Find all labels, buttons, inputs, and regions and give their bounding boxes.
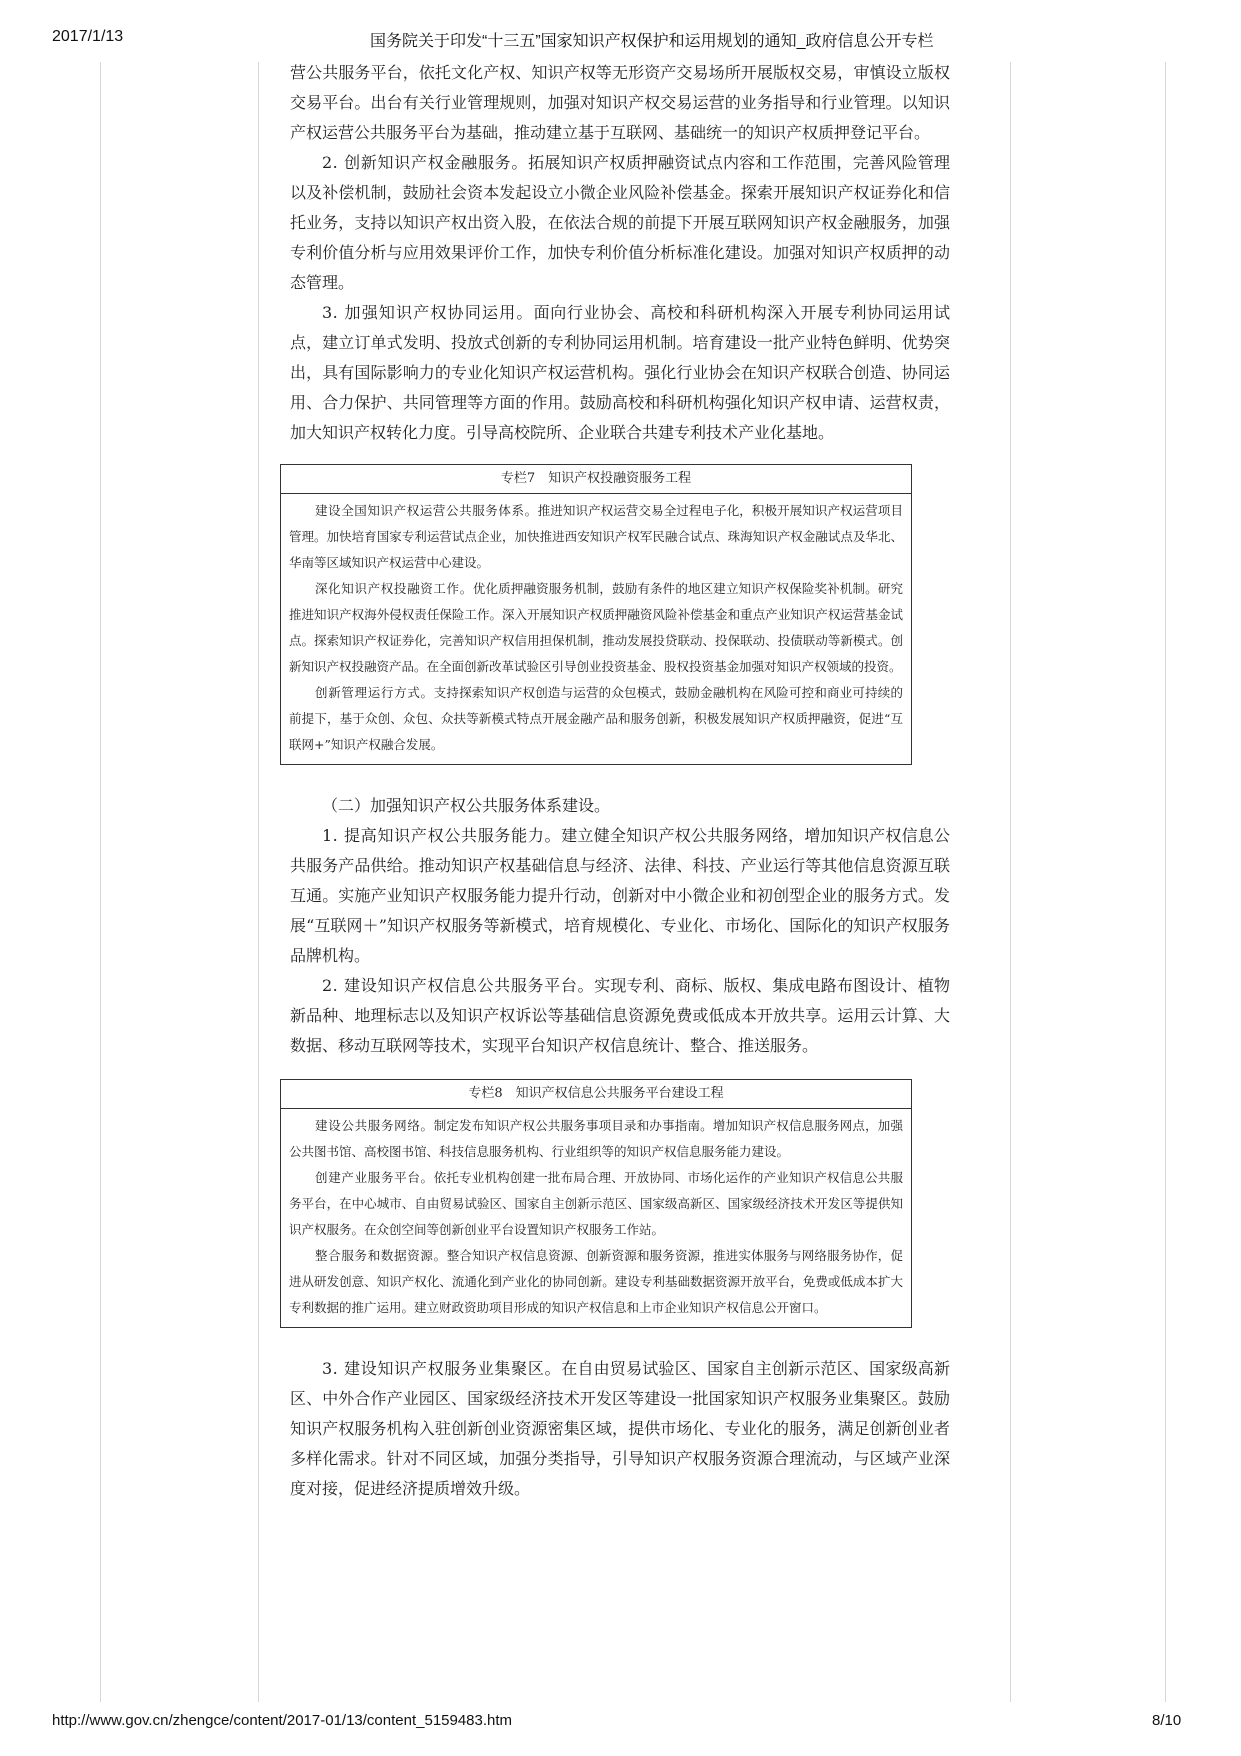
paragraph-text: 实现专利、商标、版权、集成电路布图设计、植物新品种、地理标志以及知识产权诉讼等基础信息资源免费或低成本开放共享。运用云计算、大数据、移动互联网等技术，实现平台知识产权信息统计、整合、推送服务。 xyxy=(290,976,950,1055)
paragraph-continued: 营公共服务平台，依托文化产权、知识产权等无形资产交易场所开展版权交易，审慎设立版权交易平台。出台有关行业管理规则，加强对知识产权交易运营的业务指导和行业管理。以知识产权运营公共服务平台为基础，推动建立基于互联网、基础统一的知识产权质押登记平台。 xyxy=(290,63,950,142)
box-item-lead: 建设全国知识产权运营公共服务体系。 xyxy=(315,503,538,518)
paragraph-info-platform xyxy=(290,971,950,1061)
box-item-text: 依托专业机构创建一批布局合理、开放协同、市场化运作的产业知识产权信息公共服务平台，在中心城市、自由贸易试验区、国家自主创新示范区、国家级高新区、国家级经济技术开发区等提供知识产权服务。在众创空间等创新创业平台设置知识产权服务工作站。 xyxy=(289,1170,903,1237)
column-box-body xyxy=(281,494,911,764)
box-item-text: 推进知识产权运营交易全过程电子化，积极开展知识产权运营项目管理。加快培育国家专利运营试点企业，加快推进西安知识产权军民融合试点、珠海知识产权金融试点及华北、华南等区域知识产权运营中心建设。 xyxy=(289,503,903,570)
box-item-lead: 整合服务和数据资源。 xyxy=(315,1248,447,1263)
paragraph-lead: 1. 提高知识产权公共服务能力。 xyxy=(322,826,562,845)
box-item-lead: 创新管理运行方式。 xyxy=(315,685,434,700)
box-item xyxy=(289,680,903,758)
box-item-lead: 建设公共服务网络。 xyxy=(315,1118,434,1133)
box-item-lead: 深化知识产权投融资工作。 xyxy=(315,581,473,596)
box-item xyxy=(289,576,903,680)
content-right-line xyxy=(1010,62,1011,1702)
header-title: 国务院关于印发“十三五”国家知识产权保护和运用规划的通知_政府信息公开专栏 xyxy=(370,33,934,50)
paragraph-text: 拓展知识产权质押融资试点内容和工作范围，完善风险管理以及补偿机制，鼓励社会资本发起设立小微企业风险补偿基金。探索开展知识产权证券化和信托业务，支持以知识产权出资入股，在依法合规的前提下开展互联网知识产权金融服务，加强专利价值分析与应用效果评价工作，加快专利价值分析标准化建设。加强对知识产权质押的动态管理。 xyxy=(290,153,950,292)
column-box-body xyxy=(281,1109,911,1327)
box-item-text: 支持探索知识产权创造与运营的众包模式，鼓励金融机构在风险可控和商业可持续的前提下，基于众创、众包、众扶等新模式特点开展金融产品和服务创新，积极发展知识产权质押融资，促进“互联网+”知识产权融合发展。 xyxy=(289,685,903,752)
content-left-line xyxy=(258,62,259,1702)
box-item-text: 整合知识产权信息资源、创新资源和服务资源，推进实体服务与网络服务协作，促进从研发创意、知识产权化、流通化到产业化的协同创新。建设专利基础数据资源开放平台，免费或低成本扩大专利数据的推广运用。建立财政资助项目形成的知识产权信息和上市企业知识产权信息公开窗口。 xyxy=(289,1248,903,1315)
box-item xyxy=(289,1165,903,1243)
column-box-8 xyxy=(280,1079,912,1328)
section-heading: （二）加强知识产权公共服务体系建设。 xyxy=(322,796,611,815)
paragraph-lead: 2. 创新知识产权金融服务。 xyxy=(322,153,529,172)
left-border-line xyxy=(100,62,101,1702)
document-body xyxy=(290,58,950,1504)
column-box-7 xyxy=(280,464,912,765)
paragraph-lead: 3. 加强知识产权协同运用。 xyxy=(322,303,534,322)
paragraph-lead: 2. 建设知识产权信息公共服务平台。 xyxy=(322,976,595,995)
column-box-title: 专栏8 知识产权信息公共服务平台建设工程 xyxy=(281,1080,911,1109)
right-border-line xyxy=(1165,62,1166,1702)
box-item-text: 优化质押融资服务机制，鼓励有条件的地区建立知识产权保险奖补机制。研究推进知识产权海外侵权责任保险工作。深入开展知识产权质押融资风险补偿基金和重点产业知识产权运营基金试点。探索知识产权证券化，完善知识产权信用担保机制，推动发展投贷联动、投保联动、投债联动等新模式。创新知识产权投融资产品。在全面创新改革试验区引导创业投资基金、股权投资基金加强对知识产权领域的投资。 xyxy=(289,581,903,674)
footer-url: http://www.gov.cn/zhengce/content/2017-01/13/content_5159483.htm xyxy=(52,1712,513,1729)
paragraph-text: 面向行业协会、高校和科研机构深入开展专利协同运用试点，建立订单式发明、投放式创新的专利协同运用机制。培育建设一批产业特色鲜明、优势突出，具有国际影响力的专业化知识产权运营机构。强化行业协会在知识产权联合创造、协同运用、合力保护、共同管理等方面的作用。鼓励高校和科研机构强化知识产权申请、运营权责，加大知识产权转化力度。引导高校院所、企业联合共建专利技术产业化基地。 xyxy=(290,303,950,442)
paragraph-text: 在自由贸易试验区、国家自主创新示范区、国家级高新区、中外合作产业园区、国家级经济技术开发区等建设一批国家知识产权服务业集聚区。鼓励知识产权服务机构入驻创新创业资源密集区域，提供市场化、专业化的服务，满足创新创业者多样化需求。针对不同区域，加强分类指导，引导知识产权服务资源合理流动，与区域产业深度对接，促进经济提质增效升级。 xyxy=(290,1359,950,1498)
paragraph-ip-collab xyxy=(290,298,950,448)
box-item-lead: 创建产业服务平台。 xyxy=(315,1170,434,1185)
box-item xyxy=(289,1113,903,1165)
column-box-title: 专栏7 知识产权投融资服务工程 xyxy=(281,465,911,494)
paragraph-lead: 3. 建设知识产权服务业集聚区。 xyxy=(322,1359,562,1378)
paragraph-text: 建立健全知识产权公共服务网络，增加知识产权信息公共服务产品供给。推动知识产权基础信息与经济、法律、科技、产业运行等其他信息资源互联互通。实施产业知识产权服务能力提升行动，创新对中小微企业和初创型企业的服务方式。发展“互联网＋”知识产权服务等新模式，培育规模化、专业化、市场化、国际化的知识产权服务品牌机构。 xyxy=(290,826,950,965)
footer-page-number: 8/10 xyxy=(1152,1712,1182,1729)
paragraph-service-cluster xyxy=(290,1354,950,1504)
paragraph-public-service xyxy=(290,821,950,971)
box-item xyxy=(289,498,903,576)
box-item xyxy=(289,1243,903,1321)
box-item-text: 制定发布知识产权公共服务事项目录和办事指南。增加知识产权信息服务网点，加强公共图书馆、高校图书馆、科技信息服务机构、行业组织等的知识产权信息服务能力建设。 xyxy=(289,1118,903,1159)
header-date: 2017/1/13 xyxy=(52,28,124,45)
paragraph-ip-finance xyxy=(290,148,950,298)
